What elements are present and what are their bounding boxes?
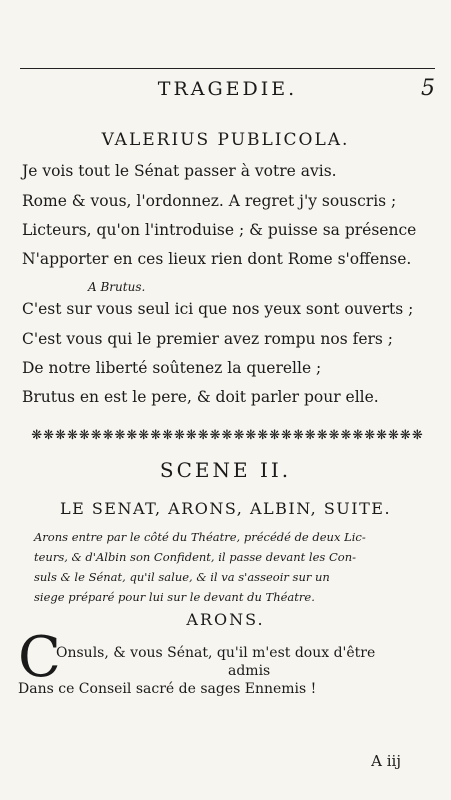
verse-line: C'est sur vous seul ici que nos yeux sont ouverts ; (22, 300, 414, 318)
direction-line: teurs, & d'Albin son Confident, il passe devant les Con- (34, 550, 356, 564)
verse-line: C'est vous qui le premier avez rompu nos fers ; (22, 330, 394, 348)
ornament-band: ❋❋❋❋❋❋❋❋❋❋❋❋❋❋❋❋❋❋❋❋❋❋❋❋❋❋❋❋❋❋❋❋❋ (31, 428, 424, 443)
verse-line: Brutus en est le pere, & doit parler pour elle. (22, 388, 379, 406)
speaker-arons: ARONS. (186, 610, 265, 629)
verse-line: Je vois tout le Sénat passer à votre avis. (22, 162, 337, 180)
speech-line: Onsuls, & vous Sénat, qu'il m'est doux d'être (56, 645, 376, 661)
speech-line-continuation: admis (228, 663, 271, 679)
page-number: 5 (421, 76, 435, 101)
speaker-valerius: VALERIUS PUBLICOLA. (101, 130, 350, 150)
verse-line: N'apporter en ces lieux rien dont Rome s'offense. (22, 250, 412, 268)
page-header (20, 76, 435, 104)
verse-line: De notre liberté soûtenez la querelle ; (22, 359, 322, 377)
stage-aside: A Brutus. (88, 280, 146, 294)
direction-line: suls & le Sénat, qu'il salue, & il va s'asseoir sur un (34, 570, 330, 584)
cast-list: LE SENAT, ARONS, ALBIN, SUITE. (59, 499, 392, 518)
stage-direction (34, 527, 404, 607)
running-title: TRAGEDIE. (157, 78, 298, 100)
verse-line: Rome & vous, l'ordonnez. A regret j'y souscris ; (22, 192, 397, 210)
drop-cap: C (18, 625, 61, 690)
catchword: A iij (371, 752, 401, 770)
header-rule (20, 68, 435, 69)
direction-line: Arons entre par le côté du Théatre, précédé de deux Lic- (34, 530, 366, 544)
speech-line: Dans ce Conseil sacré de sages Ennemis ! (18, 681, 317, 697)
verse-line: Licteurs, qu'on l'introduise ; & puisse sa présence (22, 221, 417, 239)
scene-title: SCENE II. (159, 458, 292, 482)
direction-line: siege préparé pour lui sur le devant du Théatre. (34, 590, 315, 604)
